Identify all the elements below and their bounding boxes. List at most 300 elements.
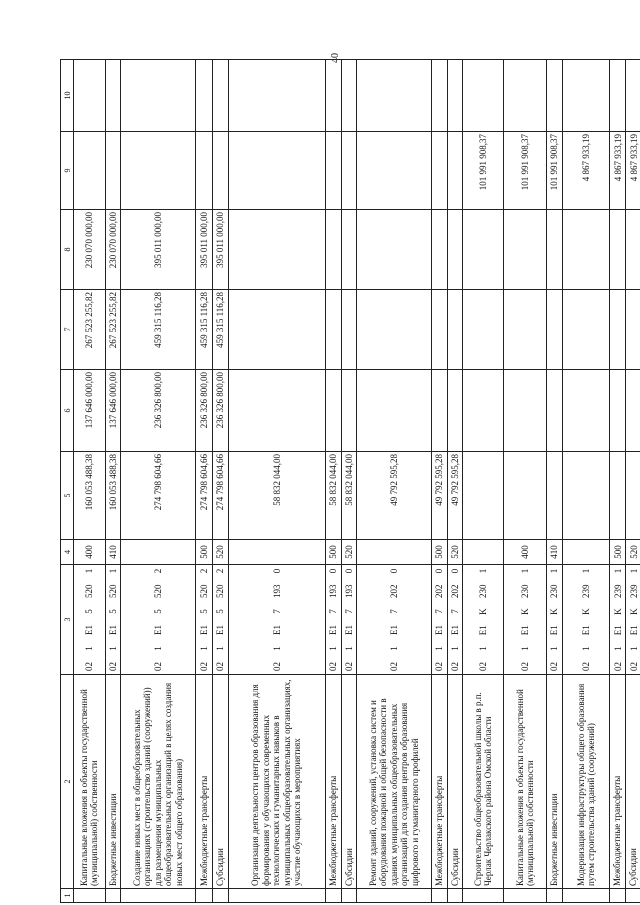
code-part: 0 (343, 568, 354, 574)
row-name-cell: Субсидии (447, 675, 463, 889)
classification-code-cell (562, 565, 609, 675)
code-part: 1 (84, 646, 95, 651)
code-part: 02 (215, 662, 226, 671)
column-header: 10 (61, 60, 74, 132)
code-part: 1 (108, 568, 118, 574)
row-index-cell (547, 889, 563, 903)
code-part: 02 (612, 662, 623, 671)
classification-code-cell (447, 565, 463, 675)
code-part: 1 (520, 568, 531, 574)
code-part: 193 (271, 584, 282, 598)
code-part: 520 (215, 584, 226, 598)
code-part: E1 (450, 625, 461, 635)
amount-cell-c10 (325, 60, 341, 132)
amount-cell-c7 (447, 290, 463, 370)
code-part: E1 (434, 625, 445, 635)
row-index-cell (105, 889, 121, 903)
code-part: 02 (343, 662, 354, 671)
column-header: 8 (61, 210, 74, 290)
amount-cell-c9: 101 991 908,37 (547, 132, 563, 210)
amount-cell-c5 (504, 452, 547, 540)
amount-cell-c10 (357, 60, 432, 132)
code-part: 2 (198, 568, 209, 574)
amount-cell-c10 (105, 60, 121, 132)
row-name-cell: Капитальные вложения в объекты государственной (муниципальной) собственности (74, 675, 106, 889)
amount-cell-c8 (325, 210, 341, 290)
code-part: 1 (581, 568, 592, 574)
column-header: 5 (61, 452, 74, 540)
row-index-cell (212, 889, 228, 903)
classification-code-cell (121, 565, 196, 675)
amount-cell-c8 (463, 210, 504, 290)
row-index-cell (357, 889, 432, 903)
code-part: 0 (328, 568, 339, 574)
amount-cell-c8: 230 070 000,00 (105, 210, 121, 290)
classification-code-cell (504, 565, 547, 675)
row-index-cell (121, 889, 196, 903)
code-part: 1 (108, 646, 118, 651)
amount-cell-c9: 101 991 908,37 (463, 132, 504, 210)
amount-cell-c5 (562, 452, 609, 540)
amount-cell-c7: 459 315 116,28 (212, 290, 228, 370)
amount-cell-c6 (228, 370, 325, 452)
code-part: 5 (215, 609, 226, 614)
amount-cell-c8: 230 070 000,00 (74, 210, 106, 290)
column-header: 3 (61, 565, 74, 675)
budget-table (60, 59, 640, 903)
row-index-cell (195, 889, 212, 903)
table-row (447, 60, 463, 903)
code-part: 02 (108, 662, 118, 671)
row-name-cell: Организация деятельности центров образования для формирования у обучающихся современных технологических и гуманитарных навыков в муниципальных общеобразовательных организациях, участие обучающихся в мероприятиях (228, 675, 325, 889)
amount-cell-c10 (504, 60, 547, 132)
code-part: 7 (343, 609, 354, 614)
table-row (547, 60, 563, 903)
row-name-cell: Субсидии (626, 675, 640, 889)
expense-type-cell (121, 540, 196, 565)
code-part: 7 (271, 609, 282, 614)
expense-type-cell: 520 (626, 540, 640, 565)
classification-code-cell (431, 565, 447, 675)
amount-cell-c6: 137 646 000,00 (105, 370, 121, 452)
amount-cell-c8 (547, 210, 563, 290)
row-name-cell: Модернизация инфраструктуры общего образования путем строительства зданий (сооружений) (562, 675, 609, 889)
table-row (105, 60, 121, 903)
row-index-cell (626, 889, 640, 903)
row-index-cell (504, 889, 547, 903)
table-row (121, 60, 196, 903)
amount-cell-c9: 4 867 933,19 (610, 132, 626, 210)
amount-cell-c5: 49 792 595,28 (357, 452, 432, 540)
amount-cell-c5: 274 798 604,66 (195, 452, 212, 540)
amount-cell-c8 (228, 210, 325, 290)
amount-cell-c7 (504, 290, 547, 370)
code-part: 1 (478, 568, 489, 574)
row-name-cell: Ремонт зданий, сооружений, установка систем и оборудования пожарной и общей безопасности в зданиях муниципальных общеобразовательных организаций для создания центров образования цифрового и гуманитарного профилей (357, 675, 432, 889)
amount-cell-c8 (562, 210, 609, 290)
row-name-cell: Субсидии (212, 675, 228, 889)
expense-type-cell: 500 (431, 540, 447, 565)
amount-cell-c7: 267 523 255,82 (74, 290, 106, 370)
amount-cell-c7 (228, 290, 325, 370)
table-row (431, 60, 447, 903)
row-index-cell (74, 889, 106, 903)
table-row (74, 60, 106, 903)
expense-type-cell: 500 (195, 540, 212, 565)
rotated-table-container (60, 60, 640, 903)
classification-code-cell (463, 565, 504, 675)
amount-cell-c9 (357, 132, 432, 210)
row-name-cell: Межбюджетные трансферты (195, 675, 212, 889)
amount-cell-c8 (357, 210, 432, 290)
row-name-cell: Бюджетные инвестиции (105, 675, 121, 889)
amount-cell-c10 (431, 60, 447, 132)
expense-type-cell: 520 (341, 540, 357, 565)
column-header: 9 (61, 132, 74, 210)
amount-cell-c9 (431, 132, 447, 210)
code-part: 520 (153, 584, 164, 598)
code-part: E1 (389, 625, 400, 635)
code-part: 0 (434, 568, 445, 574)
expense-type-cell (228, 540, 325, 565)
amount-cell-c10 (463, 60, 504, 132)
classification-code-cell (74, 565, 106, 675)
amount-cell-c7: 267 523 255,82 (105, 290, 121, 370)
table-row (341, 60, 357, 903)
code-part: 02 (389, 662, 400, 671)
code-part: E1 (581, 625, 592, 636)
code-part: 02 (198, 662, 209, 671)
column-header: 1 (61, 889, 74, 903)
code-part: 1 (450, 646, 461, 651)
code-part: 1 (628, 568, 639, 574)
row-name-cell: Создание новых мест в общеобразовательных организациях (строительство зданий (сооружений)) для размещения муниципальных общеобразовательных организаций в целях создания новых мест общего образования) (121, 675, 196, 889)
amount-cell-c8 (431, 210, 447, 290)
classification-code-cell (626, 565, 640, 675)
code-part: 1 (612, 568, 623, 574)
amount-cell-c7 (357, 290, 432, 370)
amount-cell-c6 (626, 370, 640, 452)
table-row (626, 60, 640, 903)
table-row (228, 60, 325, 903)
amount-cell-c5: 274 798 604,66 (212, 452, 228, 540)
code-part: 202 (450, 584, 461, 598)
amount-cell-c5: 49 792 595,28 (447, 452, 463, 540)
code-part: 1 (549, 646, 560, 651)
code-part: 239 (581, 584, 592, 598)
amount-cell-c8 (610, 210, 626, 290)
code-part: 1 (343, 646, 354, 651)
expense-type-cell: 410 (547, 540, 563, 565)
row-name-cell: Капитальные вложения в объекты государственной (муниципальной) собственности (504, 675, 547, 889)
classification-code-cell (610, 565, 626, 675)
amount-cell-c8 (341, 210, 357, 290)
amount-cell-c6: 236 326 800,00 (121, 370, 196, 452)
amount-cell-c5 (610, 452, 626, 540)
code-part: K (628, 608, 639, 615)
amount-cell-c6 (447, 370, 463, 452)
code-part: 5 (108, 609, 118, 614)
code-part: 193 (328, 584, 339, 598)
row-index-cell (325, 889, 341, 903)
amount-cell-c10 (447, 60, 463, 132)
amount-cell-c6 (610, 370, 626, 452)
code-part: E1 (612, 625, 623, 636)
amount-cell-c6 (357, 370, 432, 452)
amount-cell-c10 (195, 60, 212, 132)
amount-cell-c9 (195, 132, 212, 210)
code-part: 0 (450, 568, 461, 574)
amount-cell-c6: 236 326 800,00 (195, 370, 212, 452)
amount-cell-c10 (610, 60, 626, 132)
row-index-cell (562, 889, 609, 903)
amount-cell-c6 (562, 370, 609, 452)
column-header: 6 (61, 370, 74, 452)
amount-cell-c6 (325, 370, 341, 452)
code-part: 7 (328, 609, 339, 614)
expense-type-cell: 400 (504, 540, 547, 565)
amount-cell-c6: 137 646 000,00 (74, 370, 106, 452)
code-part: 02 (328, 662, 339, 671)
row-index-cell (447, 889, 463, 903)
classification-code-cell (341, 565, 357, 675)
classification-code-cell (547, 565, 563, 675)
amount-cell-c8 (626, 210, 640, 290)
row-name-cell: Бюджетные инвестиции (547, 675, 563, 889)
amount-cell-c5: 58 832 044,00 (228, 452, 325, 540)
code-part: E1 (328, 625, 339, 635)
amount-cell-c6 (341, 370, 357, 452)
amount-cell-c7 (626, 290, 640, 370)
code-part: E1 (198, 625, 209, 635)
row-name-cell: Межбюджетные трансферты (610, 675, 626, 889)
amount-cell-c5 (626, 452, 640, 540)
code-part: 02 (478, 662, 489, 671)
code-part: 02 (549, 662, 560, 671)
amount-cell-c10 (562, 60, 609, 132)
column-header: 2 (61, 675, 74, 889)
code-part: 1 (271, 646, 282, 651)
code-part: 239 (612, 584, 623, 598)
amount-cell-c10 (228, 60, 325, 132)
expense-type-cell: 500 (610, 540, 626, 565)
code-part: 230 (478, 584, 489, 598)
row-name-cell: Субсидии (341, 675, 357, 889)
code-part: 02 (450, 662, 461, 671)
classification-code-cell (105, 565, 121, 675)
code-part: E1 (478, 625, 489, 636)
row-index-cell (610, 889, 626, 903)
amount-cell-c5: 274 798 604,66 (121, 452, 196, 540)
code-part: 193 (343, 584, 354, 598)
code-part: 0 (271, 568, 282, 574)
amount-cell-c10 (212, 60, 228, 132)
code-part: 202 (389, 584, 400, 598)
amount-cell-c9: 4 867 933,19 (626, 132, 640, 210)
expense-type-cell: 500 (325, 540, 341, 565)
classification-code-cell (228, 565, 325, 675)
amount-cell-c7 (431, 290, 447, 370)
row-index-cell (463, 889, 504, 903)
code-part: E1 (628, 625, 639, 636)
row-index-cell (228, 889, 325, 903)
code-part: 02 (271, 662, 282, 671)
code-part: 5 (198, 609, 209, 614)
amount-cell-c6 (463, 370, 504, 452)
code-part: K (581, 608, 592, 615)
amount-cell-c9 (74, 132, 106, 210)
amount-cell-c7: 459 315 116,28 (121, 290, 196, 370)
code-part: 1 (628, 646, 639, 651)
amount-cell-c5: 58 832 044,00 (341, 452, 357, 540)
code-part: 1 (153, 646, 164, 651)
row-index-cell (341, 889, 357, 903)
code-part: 230 (520, 584, 531, 598)
code-part: E1 (215, 625, 226, 635)
page-number: 40 (330, 53, 341, 63)
amount-cell-c8: 395 011 000,00 (212, 210, 228, 290)
code-part: 1 (84, 568, 95, 574)
row-name-cell: Межбюджетные трансферты (431, 675, 447, 889)
code-part: 5 (153, 609, 164, 614)
code-part: E1 (520, 625, 531, 636)
amount-cell-c5: 49 792 595,28 (431, 452, 447, 540)
row-index-cell (431, 889, 447, 903)
expense-type-cell (463, 540, 504, 565)
amount-cell-c9 (212, 132, 228, 210)
classification-code-cell (212, 565, 228, 675)
code-part: 2 (215, 568, 226, 574)
amount-cell-c10 (121, 60, 196, 132)
table-row (562, 60, 609, 903)
classification-code-cell (325, 565, 341, 675)
column-header-row (61, 60, 74, 903)
code-part: E1 (271, 625, 282, 635)
code-part: 1 (198, 646, 209, 651)
amount-cell-c6 (547, 370, 563, 452)
code-part: K (520, 608, 531, 615)
code-part: E1 (108, 625, 118, 635)
row-name-cell: Межбюджетные трансферты (325, 675, 341, 889)
amount-cell-c7 (341, 290, 357, 370)
table-row (610, 60, 626, 903)
code-part: 520 (108, 584, 118, 598)
code-part: 520 (84, 584, 95, 598)
amount-cell-c5 (547, 452, 563, 540)
amount-cell-c9 (228, 132, 325, 210)
amount-cell-c9 (121, 132, 196, 210)
code-part: 1 (434, 646, 445, 651)
amount-cell-c10 (547, 60, 563, 132)
amount-cell-c9: 4 867 933,19 (562, 132, 609, 210)
classification-code-cell (195, 565, 212, 675)
code-part: 02 (520, 662, 531, 671)
code-part: E1 (549, 625, 560, 636)
amount-cell-c10 (74, 60, 106, 132)
code-part: 7 (450, 609, 461, 614)
code-part: 02 (434, 662, 445, 671)
amount-cell-c9 (447, 132, 463, 210)
code-part: 2 (153, 568, 164, 574)
code-part: K (612, 608, 623, 615)
amount-cell-c5: 160 053 488,38 (74, 452, 106, 540)
amount-cell-c7 (562, 290, 609, 370)
amount-cell-c8 (447, 210, 463, 290)
expense-type-cell: 520 (447, 540, 463, 565)
code-part: E1 (84, 625, 95, 635)
code-part: 520 (198, 584, 209, 598)
amount-cell-c8: 395 011 000,00 (195, 210, 212, 290)
code-part: K (549, 608, 560, 615)
code-part: 1 (581, 646, 592, 651)
code-part: 202 (434, 584, 445, 598)
code-part: K (478, 608, 489, 615)
amount-cell-c5: 160 053 488,38 (105, 452, 121, 540)
code-part: 02 (628, 662, 639, 671)
column-header: 7 (61, 290, 74, 370)
amount-cell-c7 (325, 290, 341, 370)
amount-cell-c5 (463, 452, 504, 540)
code-part: 1 (215, 646, 226, 651)
code-part: 7 (434, 609, 445, 614)
code-part: 1 (478, 646, 489, 651)
expense-type-cell: 520 (212, 540, 228, 565)
table-row (212, 60, 228, 903)
amount-cell-c8: 395 011 000,00 (121, 210, 196, 290)
amount-cell-c10 (626, 60, 640, 132)
expense-type-cell (562, 540, 609, 565)
amount-cell-c8 (504, 210, 547, 290)
classification-code-cell (357, 565, 432, 675)
table-row (325, 60, 341, 903)
table-row (463, 60, 504, 903)
table-row (195, 60, 212, 903)
code-part: 5 (84, 609, 95, 614)
amount-cell-c9: 101 991 908,37 (504, 132, 547, 210)
row-name-cell: Строительство общеобразовательной школы в р.п. Черлак Черлакского района Омской области (463, 675, 504, 889)
amount-cell-c7 (463, 290, 504, 370)
table-body (74, 60, 640, 903)
code-part: 02 (581, 662, 592, 671)
code-part: 1 (549, 568, 560, 574)
table-row (357, 60, 432, 903)
amount-cell-c6 (504, 370, 547, 452)
amount-cell-c9 (105, 132, 121, 210)
table-row (504, 60, 547, 903)
amount-cell-c7 (610, 290, 626, 370)
amount-cell-c5: 58 832 044,00 (325, 452, 341, 540)
code-part: 7 (389, 609, 400, 614)
amount-cell-c6: 236 326 800,00 (212, 370, 228, 452)
amount-cell-c10 (341, 60, 357, 132)
expense-type-cell: 410 (105, 540, 121, 565)
code-part: 1 (328, 646, 339, 651)
column-header: 4 (61, 540, 74, 565)
amount-cell-c9 (341, 132, 357, 210)
expense-type-cell (357, 540, 432, 565)
amount-cell-c6 (431, 370, 447, 452)
code-part: 02 (153, 662, 164, 671)
code-part: 02 (84, 662, 95, 671)
amount-cell-c7 (547, 290, 563, 370)
code-part: 1 (520, 646, 531, 651)
code-part: 0 (389, 568, 400, 574)
code-part: 230 (549, 584, 560, 598)
code-part: 1 (389, 646, 400, 651)
amount-cell-c9 (325, 132, 341, 210)
code-part: 239 (628, 584, 639, 598)
expense-type-cell: 400 (74, 540, 106, 565)
